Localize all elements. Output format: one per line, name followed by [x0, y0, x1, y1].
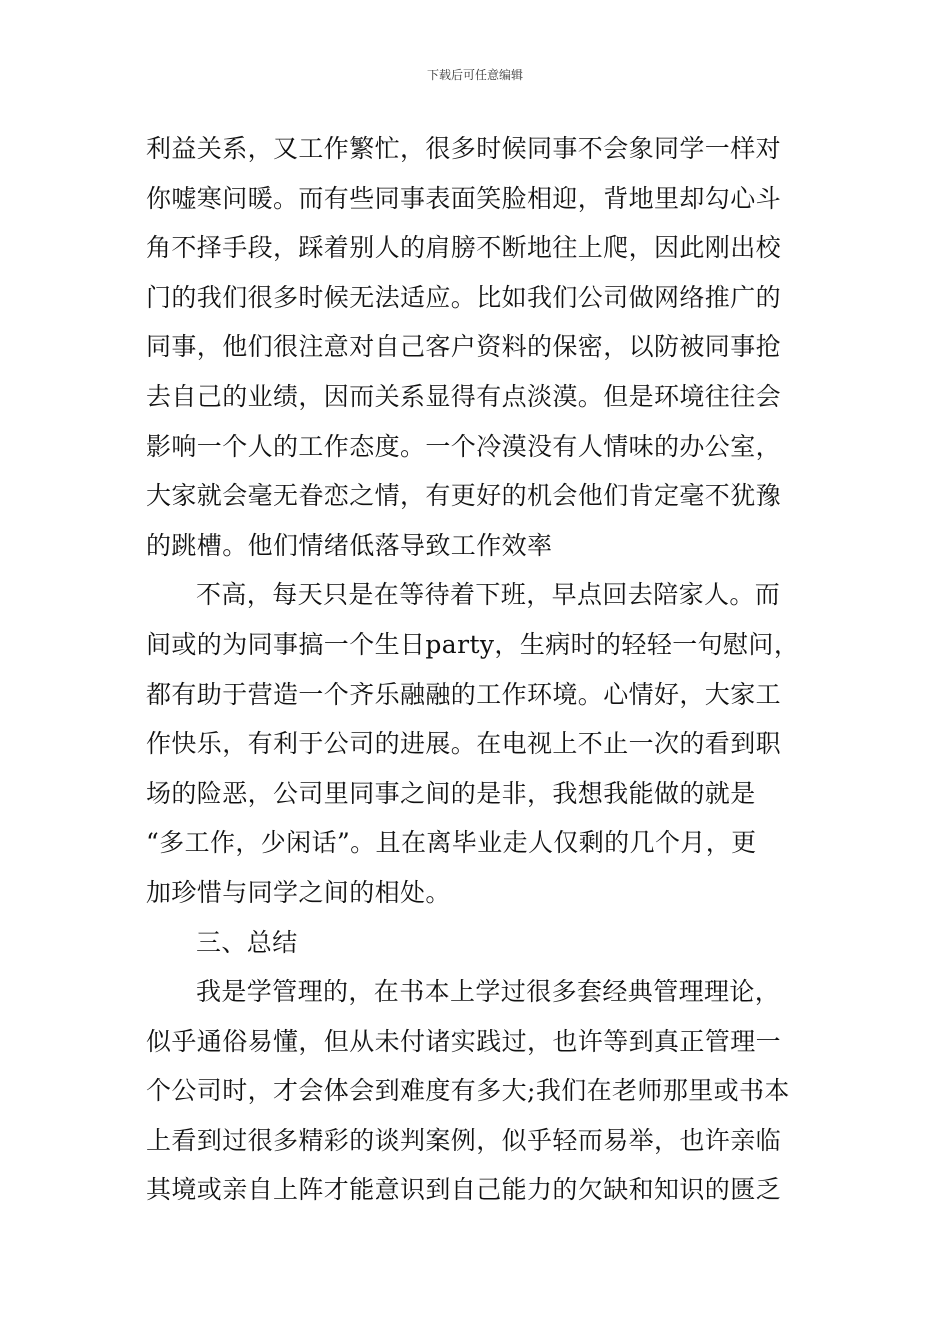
page-header: 下载后可任意编辑 — [426, 68, 523, 82]
text-line: 都有助于营造一个齐乐融融的工作环境。心情好，大家工 — [146, 679, 782, 709]
text-line: 同事，他们很注意对自己客户资料的保密，以防被同事抢 — [146, 332, 782, 362]
text-line: 去自己的业绩，因而关系显得有点淡漠。但是环境往往会 — [146, 381, 782, 411]
text-line: 利益关系，又工作繁忙，很多时候同事不会象同学一样对 — [146, 134, 782, 163]
text-line: 角不择手段，踩着别人的肩膀不断地往上爬，因此刚出校 — [146, 233, 782, 263]
text-line: 门的我们很多时候无法适应。比如我们公司做网络推广的 — [146, 282, 782, 312]
text-line: “多工作，少闲话”。且在离毕业走人仅剩的几个月，更 — [146, 828, 757, 858]
text-line: 我是学管理的，在书本上学过很多套经典管理理论， — [196, 977, 781, 1007]
text-line: 个公司时，才会体会到难度有多大;我们在老师那里或书本 — [146, 1076, 790, 1106]
text-line: 上看到过很多精彩的谈判案例，似乎轻而易举，也许亲临 — [146, 1125, 782, 1155]
document-body — [146, 124, 806, 1215]
text-line: 影响一个人的工作态度。一个冷漠没有人情味的办公室， — [146, 431, 782, 461]
text-line: 的跳槽。他们情绪低落导致工作效率 — [146, 530, 553, 560]
text-line: 间或的为同事搞一个生日party，生病时的轻轻一句慰问， — [146, 629, 800, 659]
text-line: 似乎通俗易懂，但从未付诸实践过，也许等到真正管理一 — [146, 1026, 782, 1056]
text-line: 加珍惜与同学之间的相处。 — [146, 877, 451, 907]
text-line: 你嘘寒问暖。而有些同事表面笑脸相迎，背地里却勾心斗 — [146, 183, 782, 213]
text-line: 其境或亲自上阵才能意识到自己能力的欠缺和知识的匮乏 — [146, 1175, 782, 1205]
section-heading: 三、总结 — [196, 927, 298, 957]
text-line: 大家就会毫无眷恋之情，有更好的机会他们肯定毫不犹豫 — [146, 481, 782, 511]
text-line: 场的险恶，公司里同事之间的是非，我想我能做的就是 — [146, 778, 756, 808]
text-line: 不高，每天只是在等待着下班，早点回去陪家人。而 — [196, 580, 781, 610]
text-line: 作快乐，有利于公司的进展。在电视上不止一次的看到职 — [146, 729, 782, 759]
